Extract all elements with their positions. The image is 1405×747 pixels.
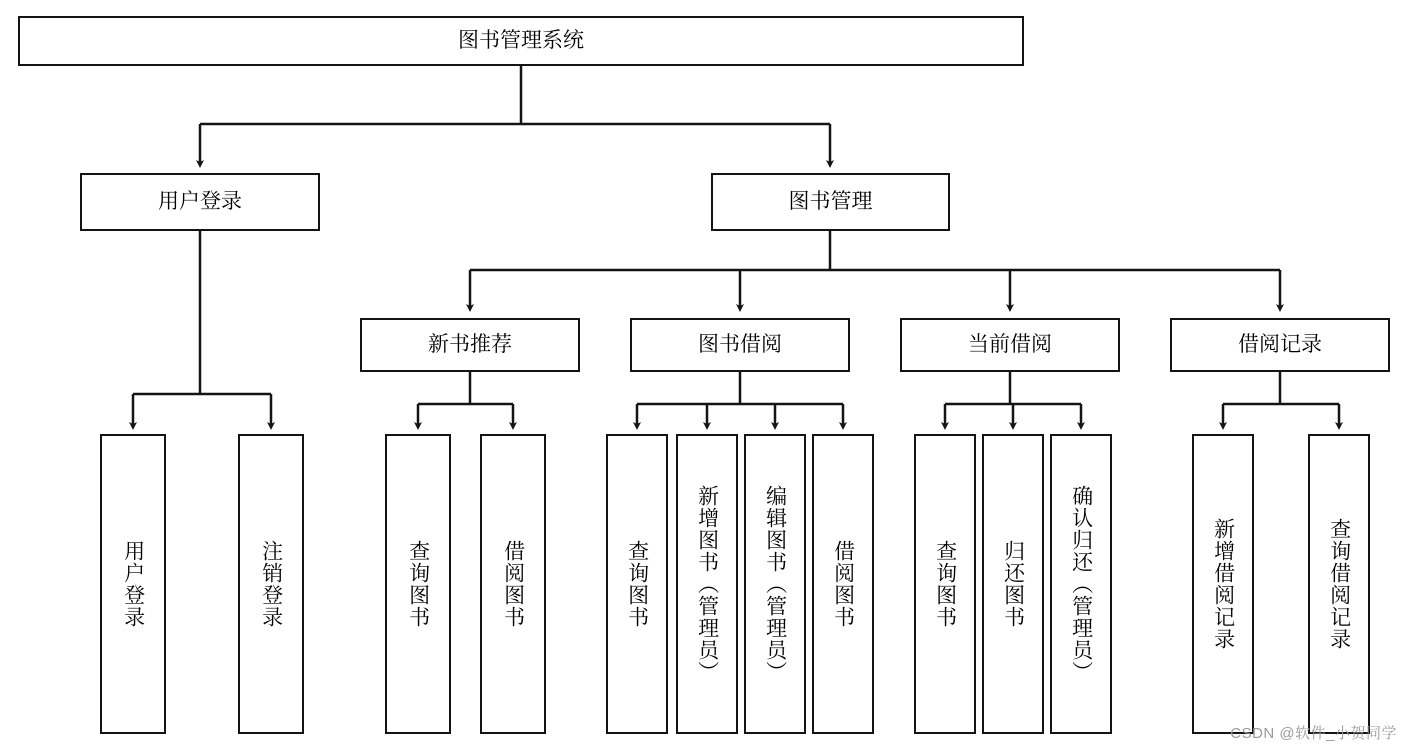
- node-leaf-add-book-admin[interactable]: 新增图书（管理员）: [676, 434, 738, 734]
- node-current-borrow[interactable]: 当前借阅: [900, 318, 1120, 372]
- node-book-management[interactable]: 图书管理: [711, 173, 950, 231]
- node-book-borrow[interactable]: 图书借阅: [630, 318, 850, 372]
- node-leaf-edit-book-admin[interactable]: 编辑图书（管理员）: [744, 434, 806, 734]
- node-leaf-return-book[interactable]: 归还图书: [982, 434, 1044, 734]
- node-leaf-borrow-book[interactable]: 借阅图书: [812, 434, 874, 734]
- node-leaf-user-login[interactable]: 用户登录: [100, 434, 166, 734]
- node-leaf-logout[interactable]: 注销登录: [238, 434, 304, 734]
- watermark: CSDN @软件_小贺同学: [1230, 725, 1397, 742]
- node-user-login[interactable]: 用户登录: [80, 173, 320, 231]
- node-leaf-query-book-new[interactable]: 查询图书: [385, 434, 451, 734]
- node-leaf-query-book-borrow[interactable]: 查询图书: [606, 434, 668, 734]
- node-leaf-query-borrow-record[interactable]: 查询借阅记录: [1308, 434, 1370, 734]
- node-new-book-recommend[interactable]: 新书推荐: [360, 318, 580, 372]
- node-leaf-add-borrow-record[interactable]: 新增借阅记录: [1192, 434, 1254, 734]
- node-leaf-confirm-return-admin[interactable]: 确认归还（管理员）: [1050, 434, 1112, 734]
- node-root[interactable]: 图书管理系统: [18, 16, 1024, 66]
- node-borrow-records[interactable]: 借阅记录: [1170, 318, 1390, 372]
- node-leaf-borrow-book-new[interactable]: 借阅图书: [480, 434, 546, 734]
- node-leaf-query-book-current[interactable]: 查询图书: [914, 434, 976, 734]
- edges-group: [133, 66, 1339, 426]
